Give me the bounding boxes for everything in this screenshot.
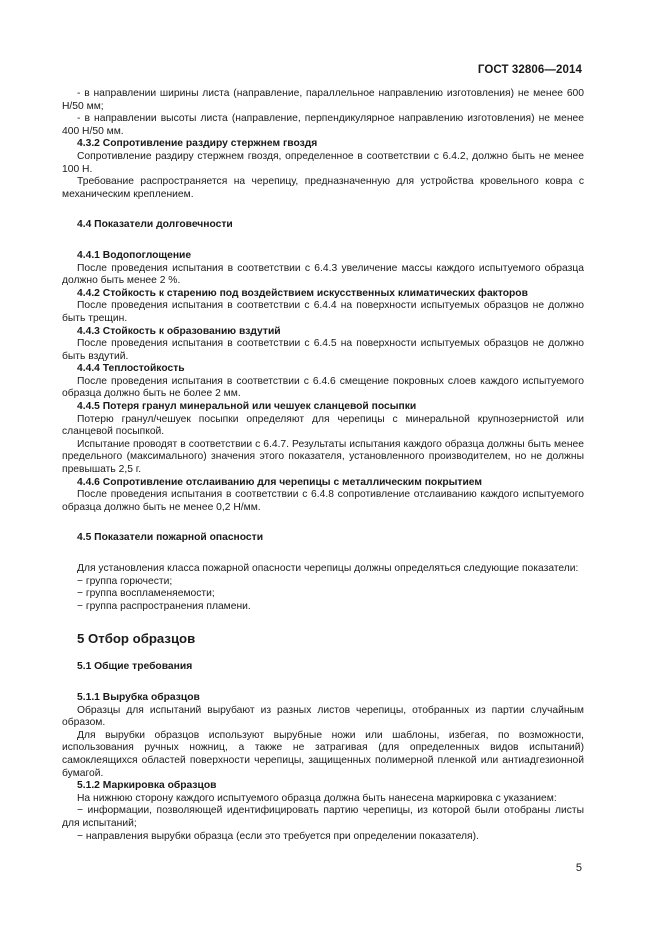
subsection-heading: 5.1 Общие требования xyxy=(77,661,193,673)
standard-header: ГОСТ 32806—2014 xyxy=(477,64,582,76)
spacer xyxy=(62,545,584,563)
paragraph: − информации, позволяющей идентифицировать партию черепицы, из которой были отобраны листы для испытаний; xyxy=(62,805,584,829)
clause-heading: 4.4.3 Стойкость к образованию вздутий xyxy=(77,325,281,337)
document-body xyxy=(62,88,584,843)
clause-heading: 4.4.1 Водопоглощение xyxy=(77,249,192,261)
paragraph: Образцы для испытаний вырубают из разных листов черепицы, отобранных из партии случайным образом. xyxy=(62,704,584,729)
clause-heading: 5.1.1 Вырубка образцов xyxy=(77,691,200,703)
spacer xyxy=(62,514,584,532)
paragraph: Сопротивление раздиру стержнем гвоздя, определенное в соответствии с 6.4.2, должно быть не менее 100 Н. xyxy=(62,150,584,175)
clause-heading: 4.3.2 Сопротивление раздиру стержнем гвоздя xyxy=(77,138,318,150)
spacer xyxy=(62,201,584,219)
paragraph: − группа горючести; xyxy=(77,575,173,587)
paragraph: После проведения испытания в соответствии с 6.4.8 сопротивление отслаиванию каждого испытуемого образца должно быть не менее 0,2 Н/мм. xyxy=(62,489,584,513)
page-number: 5 xyxy=(575,862,582,874)
paragraph: После проведения испытания в соответствии с 6.4.4 на поверхности испытуемых образцов не должно быть трещин. xyxy=(62,300,584,324)
clause-heading: 5.1.2 Маркировка образцов xyxy=(77,780,217,792)
paragraph: Требование распространяется на черепицу, предназначенную для устройства кровельного ковра с механическим креплением. xyxy=(62,176,584,200)
spacer xyxy=(62,647,584,661)
clause-heading: 4.4.2 Стойкость к старению под воздействием искусственных климатических факторов xyxy=(77,287,528,299)
clause-heading: 4.4.5 Потеря гранул минеральной или чешуек сланцевой посыпки xyxy=(77,401,417,413)
clause-heading: 4.4.6 Сопротивление отслаиванию для черепицы с металлическим покрытием xyxy=(77,476,483,488)
paragraph: - в направлении высоты листа (направление, перпендикулярное направлению изготовления) не менее 400 Н/50 мм. xyxy=(62,113,584,137)
spacer xyxy=(62,232,584,250)
paragraph: Потерю гранул/чешуек посыпки определяют для черепицы с минеральной крупнозернистой или сланцевой посыпкой. xyxy=(62,413,584,438)
paragraph: Для установления класса пожарной опасности черепицы должны определяться следующие показатели: xyxy=(77,563,579,574)
paragraph: После проведения испытания в соответствии с 6.4.3 увеличение массы каждого испытуемого образца должно быть менее 2 %. xyxy=(62,262,584,287)
paragraph: Испытание проводят в соответствии с 6.4.7. Результаты испытания каждого образца должны быть менее предельного (максимального) значения этого показателя, установленного производителем, но не должны превышать 2,5 г. xyxy=(62,438,584,476)
subsection-heading: 4.5 Показатели пожарной опасности xyxy=(77,532,264,544)
paragraph: Для вырубки образцов используют вырубные ножи или шаблоны, избегая, по возможности, использования ручных ножниц, а также не затрагивая (для определенных видов испытаний) самоклеящихся областей поверхности черепицы, защищенных полимерной пленкой или антиадгезионной бумагой. xyxy=(62,729,584,779)
paragraph: После проведения испытания в соответствии с 6.4.6 смещение покровных слоев каждого испытуемого образца должно быть не более 2 мм. xyxy=(62,375,584,400)
section-heading: 5 Отбор образцов xyxy=(77,631,196,647)
paragraph: - в направлении ширины листа (направление, параллельное направлению изготовления) не менее 600 Н/50 мм; xyxy=(62,88,584,112)
subsection-heading: 4.4 Показатели долговечности xyxy=(77,219,233,231)
paragraph: − направления вырубки образца (если это требуется при определении показателя). xyxy=(77,830,479,842)
paragraph: − группа воспламеняемости; xyxy=(77,588,215,600)
spacer xyxy=(62,674,584,692)
paragraph: После проведения испытания в соответствии с 6.4.5 на поверхности испытуемых образцов не должно быть вздутий. xyxy=(62,338,584,362)
paragraph: На нижнюю сторону каждого испытуемого образца должна быть нанесена маркировка с указанием: xyxy=(77,792,557,804)
spacer xyxy=(62,613,584,631)
clause-heading: 4.4.4 Теплостойкость xyxy=(77,363,185,375)
paragraph: − группа распространения пламени. xyxy=(77,600,251,612)
